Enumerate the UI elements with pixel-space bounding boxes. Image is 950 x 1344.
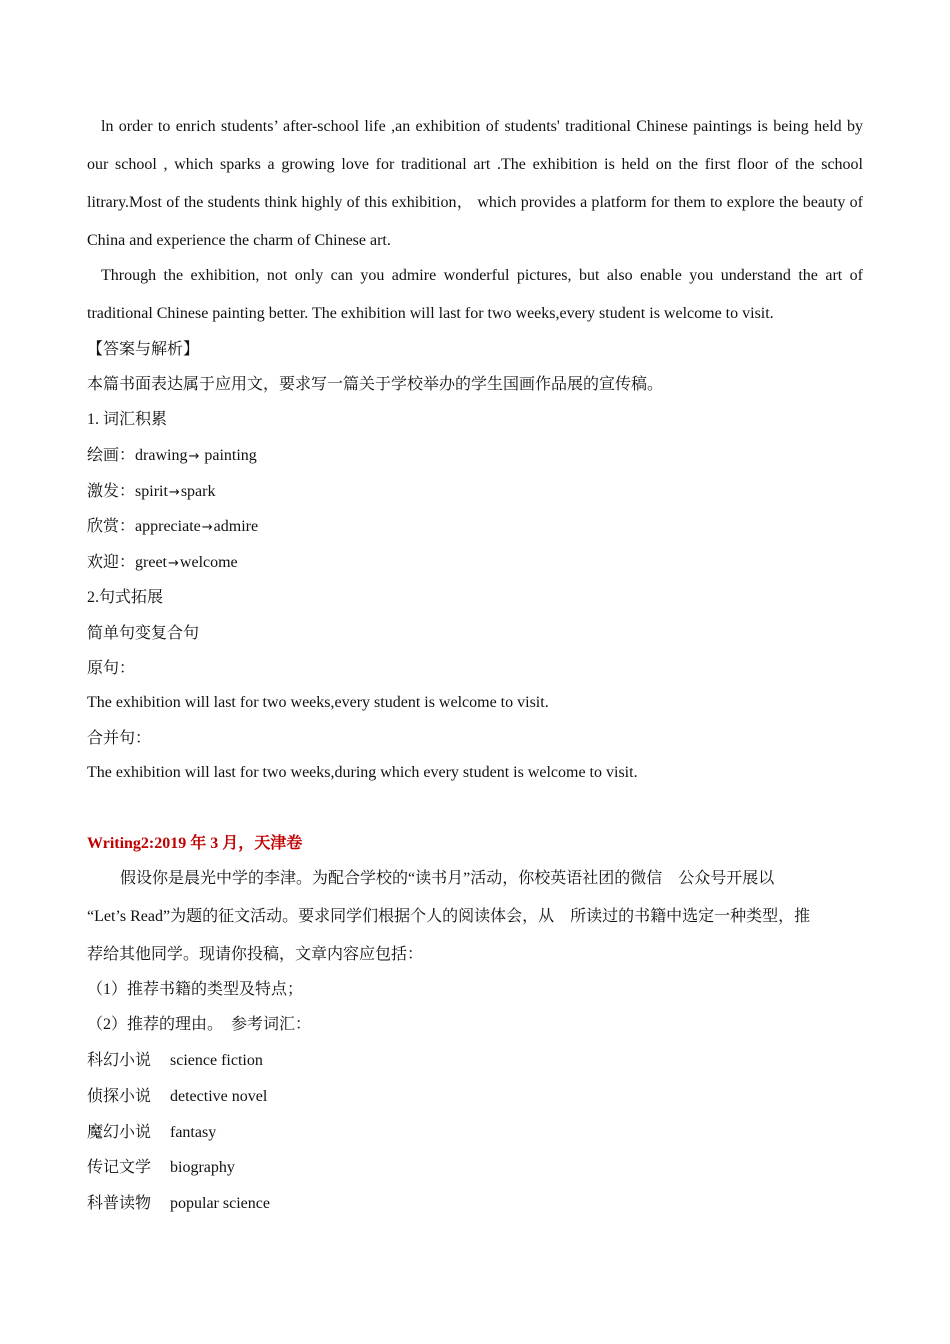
arrow-right-icon: →	[201, 520, 213, 535]
essay-paragraph-1	[87, 108, 863, 260]
glossary-cn: 侦探小说	[87, 1088, 152, 1105]
essay-paragraph-1-text: ln order to enrich students’ after-school life ,an exhibition of students' traditional Chinese paintings is being held by our school , which sparks a growing love for traditional art .The exhibition is held on the first floor of the school litrary.Most of the students think highly of this exhibition， which provides a platform for them to explore the beauty of China and experience the charm of Chinese art.	[87, 118, 863, 249]
glossary-item	[87, 1193, 863, 1215]
arrow-right-icon: →	[168, 485, 180, 500]
vocab-label: 激发：	[87, 483, 136, 500]
glossary-en: science fiction	[170, 1052, 263, 1069]
glossary-en: fantasy	[170, 1124, 217, 1141]
writing2-prompt-line-2: “Let’s Read”为题的征文活动。要求同学们根据个人的阅读体会，从 所读过的书籍中选定一种类型，推	[87, 908, 811, 925]
vocab-from: appreciate	[135, 518, 201, 535]
arrow-right-icon: →	[188, 449, 200, 464]
analysis-intro: 本篇书面表达属于应用文，要求写一篇关于学校举办的学生国画作品展的宣传稿。	[87, 376, 664, 393]
vocab-label: 欣赏：	[87, 518, 136, 535]
glossary-cn: 科幻小说	[87, 1052, 152, 1069]
arrow-right-icon: →	[168, 556, 179, 571]
vocab-label: 欢迎：	[87, 554, 136, 571]
original-sentence: The exhibition will last for two weeks,every student is welcome to visit.	[87, 694, 549, 711]
vocab-from: drawing	[135, 447, 188, 464]
vocab-item	[87, 516, 863, 539]
vocab-label: 绘画：	[87, 447, 136, 464]
vocab-from: spirit	[135, 483, 168, 500]
sentence-subheading: 简单句变复合句	[87, 625, 200, 642]
glossary-en: detective novel	[170, 1088, 268, 1105]
glossary-item	[87, 1122, 863, 1144]
combined-sentence: The exhibition will last for two weeks,during which every student is welcome to visit.	[87, 764, 638, 781]
vocab-to: admire	[213, 518, 259, 535]
glossary-en: popular science	[170, 1195, 270, 1212]
vocab-item	[87, 552, 863, 575]
writing2-heading: Writing2:2019 年 3 月，天津卷	[87, 835, 303, 852]
vocab-to: welcome	[179, 554, 238, 571]
essay-paragraph-2-text: Through the exhibition, not only can you admire wonderful pictures, but also enable you understand the art of traditional Chinese painting better. The exhibition will last for two weeks,every student is welcome to visit.	[87, 267, 863, 322]
writing2-prompt-line-1: 假设你是晨光中学的李津。为配合学校的“读书月”活动，你校英语社团的微信 公众号开展以	[120, 870, 775, 887]
glossary-item	[87, 1086, 863, 1108]
combined-label: 合并句：	[87, 730, 152, 747]
glossary-item	[87, 1157, 863, 1179]
writing2-prompt-line-3: 荐给其他同学。现请你投稿，文章内容应包括：	[87, 946, 424, 963]
vocab-heading: 1. 词汇积累	[87, 411, 168, 428]
glossary-en: biography	[170, 1159, 235, 1176]
glossary-cn: 魔幻小说	[87, 1124, 152, 1141]
vocab-item	[87, 445, 863, 468]
vocab-to: painting	[200, 447, 257, 464]
essay-paragraph-2	[87, 257, 863, 333]
sentence-heading: 2.句式拓展	[87, 589, 164, 606]
analysis-heading: 【答案与解析】	[87, 341, 200, 358]
writing2-point-1: （1）推荐书籍的类型及特点；	[87, 981, 304, 998]
vocab-item	[87, 481, 863, 504]
vocab-from: greet	[135, 554, 167, 571]
original-label: 原句：	[87, 660, 136, 677]
glossary-item	[87, 1050, 863, 1072]
glossary-cn: 传记文学	[87, 1159, 152, 1176]
writing2-point-2: （2）推荐的理由。 参考词汇：	[87, 1016, 312, 1033]
vocab-to: spark	[180, 483, 216, 500]
glossary-cn: 科普读物	[87, 1195, 152, 1212]
